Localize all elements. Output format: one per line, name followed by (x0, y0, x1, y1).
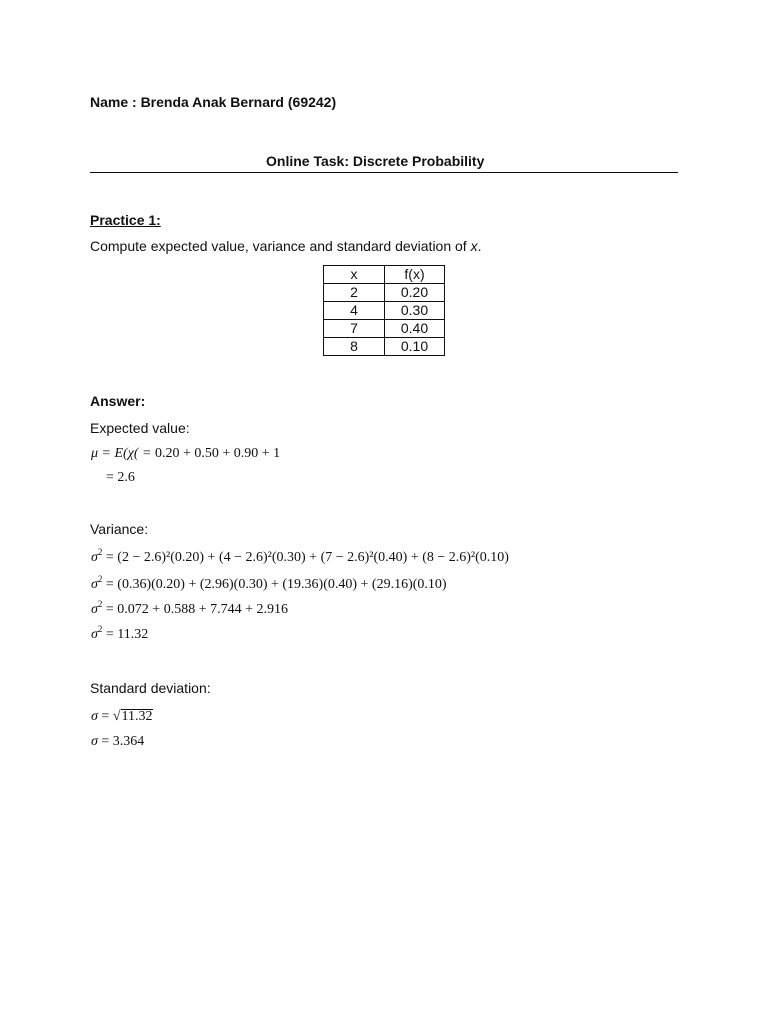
variance-expression-1: = (2 − 2.6)²(0.20) + (4 − 2.6)²(0.30) + (7 − 2.6)²(0.40) + (8 − 2.6)²(0.10) (105, 550, 509, 565)
table-row (324, 302, 445, 320)
standard-deviation-sqrt-line: σ = √11.32 (91, 709, 153, 724)
table-header-row (324, 266, 445, 284)
probability-table (323, 265, 445, 356)
student-name: Name : Brenda Anak Bernard (69242) (90, 94, 337, 110)
table-cell-x: 4 (324, 302, 385, 320)
squared-exponent: 2 (97, 624, 103, 634)
instruction-variable: x (470, 238, 478, 254)
expected-value-formula (91, 446, 280, 462)
squared-exponent: 2 (97, 599, 103, 609)
sigma-symbol: σ (91, 627, 98, 642)
table-cell-x: 7 (324, 320, 385, 338)
variance-label: Variance: (90, 521, 149, 537)
variance-line-2 (91, 574, 447, 593)
sigma-symbol: σ (91, 602, 98, 617)
sigma-symbol: σ (91, 709, 98, 724)
table-row (324, 338, 445, 356)
variance-expression-4: = 11.32 (105, 627, 149, 642)
expected-value-label: Expected value: (90, 420, 190, 436)
variance-line-1 (91, 547, 509, 566)
variance-line-3 (91, 599, 288, 618)
variance-expression-2: = (0.36)(0.20) + (2.96)(0.30) + (19.36)(0.40) + (29.16)(0.10) (105, 577, 447, 592)
table-header-fx: f(x) (385, 266, 445, 284)
table-header-x: x (324, 266, 385, 284)
standard-deviation-label: Standard deviation: (90, 680, 211, 696)
variance-expression-3: = 0.072 + 0.588 + 7.744 + 2.916 (105, 602, 288, 617)
table-cell-x: 8 (324, 338, 385, 356)
table-cell-fx: 0.20 (385, 284, 445, 302)
sqrt-radicand: 11.32 (121, 709, 153, 724)
practice-heading: Practice 1: (90, 212, 161, 228)
table-row (324, 320, 445, 338)
expected-value-result: = 2.6 (106, 470, 135, 485)
sigma-symbol: σ (91, 577, 98, 592)
table-row (324, 284, 445, 302)
squared-exponent: 2 (97, 574, 103, 584)
answer-heading: Answer: (90, 393, 146, 409)
table-cell-fx: 0.40 (385, 320, 445, 338)
table-cell-fx: 0.10 (385, 338, 445, 356)
standard-deviation-result: = 3.364 (101, 734, 145, 749)
document-title: Online Task: Discrete Probability (266, 153, 485, 169)
squared-exponent: 2 (97, 547, 103, 557)
expected-value-rhs: 0.20 + 0.50 + 0.90 + 1 (154, 446, 281, 461)
instruction-suffix: . (477, 238, 482, 254)
sqrt-icon: √ (112, 709, 121, 724)
sigma-symbol: σ (91, 550, 98, 565)
instruction-prefix: Compute expected value, variance and standard deviation of (90, 238, 471, 254)
table-cell-x: 2 (324, 284, 385, 302)
expected-value-lhs: μ = E(χ( = (91, 446, 155, 461)
variance-line-4 (91, 624, 149, 643)
table-cell-fx: 0.30 (385, 302, 445, 320)
practice-instruction (90, 238, 481, 254)
standard-deviation-result-line (91, 734, 144, 750)
sigma-symbol: σ (91, 734, 98, 749)
title-divider (90, 172, 678, 173)
